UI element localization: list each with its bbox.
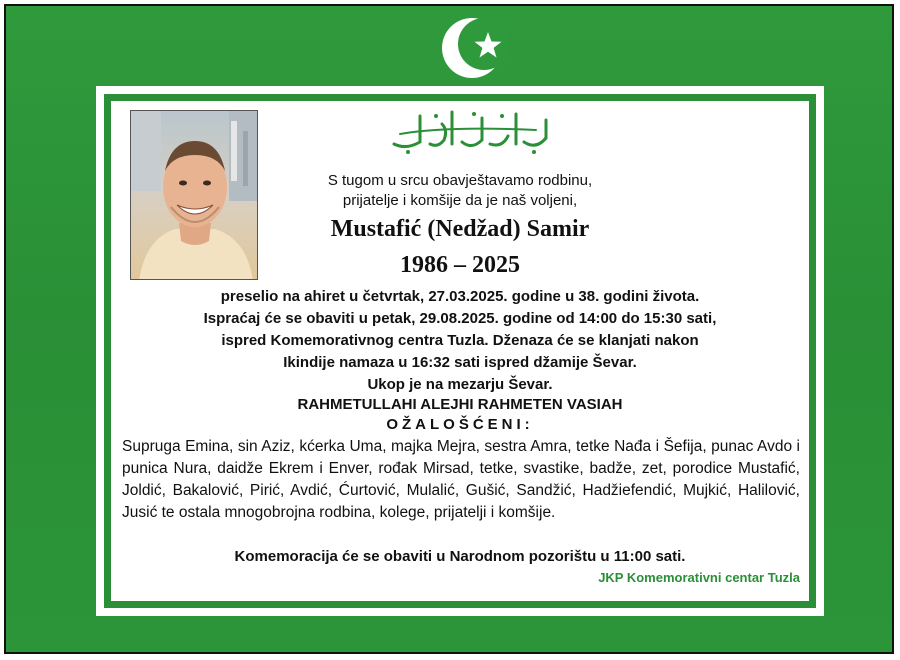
deceased-name: Mustafić (Nedžad) Samir	[330, 216, 590, 242]
mourners-heading: OŽALOŠĆENI:	[386, 416, 534, 433]
intro-line-2: prijatelje i komšije da je naš voljeni,	[342, 192, 578, 209]
mourners-list: Supruga Emina, sin Aziz, kćerka Uma, majka Mejra, sestra Amra, tetke Nađa i Šefija, punac Avdo i punica Nura, daidže Ekrem i Enver, rođak Mirsad, tetke, svastike, badže, zet, porodice Mustafić, Joldić, Bakalović, Pirić, Avdić, Ćurtović, Mulalić, Gušić, Sandžić, Hadžiefendić, Mujkić, Halilović, Jusić te ostala mnogobrojna rodbina, kolege, prijatelji i komšije.	[122, 438, 800, 521]
intro-line-1: S tugom u srcu obavještavamo rodbinu,	[327, 172, 593, 189]
notice-card	[96, 86, 824, 616]
commemoration-line: Komemoracija će se obaviti u Narodnom pozorištu u 11:00 sati.	[234, 548, 686, 565]
death-line: preselio na ahiret u četvrtak, 27.03.2025. godine u 38. godini života.	[220, 288, 700, 305]
prayer-line: RAHMETULLAHI ALEJHI RAHMETEN VASIAH	[297, 396, 623, 413]
arabic-calligraphy-icon	[386, 104, 556, 156]
life-years: 1986 – 2025	[400, 252, 520, 278]
signature: JKP Komemorativni centar Tuzla	[598, 570, 800, 585]
burial-line: Ukop je na mezarju Ševar.	[367, 376, 553, 393]
farewell-line-2: ispred Komemorativnog centra Tuzla. Dženaza će se klanjati nakon	[221, 332, 699, 349]
farewell-line-1: Ispraćaj će se obaviti u petak, 29.08.2025. godine od 14:00 do 15:30 sati,	[203, 310, 717, 327]
farewell-line-3: Ikindije namaza u 16:32 sati ispred džamije Ševar.	[283, 354, 637, 371]
obituary-frame	[4, 4, 894, 654]
crescent-star-icon	[438, 10, 510, 82]
